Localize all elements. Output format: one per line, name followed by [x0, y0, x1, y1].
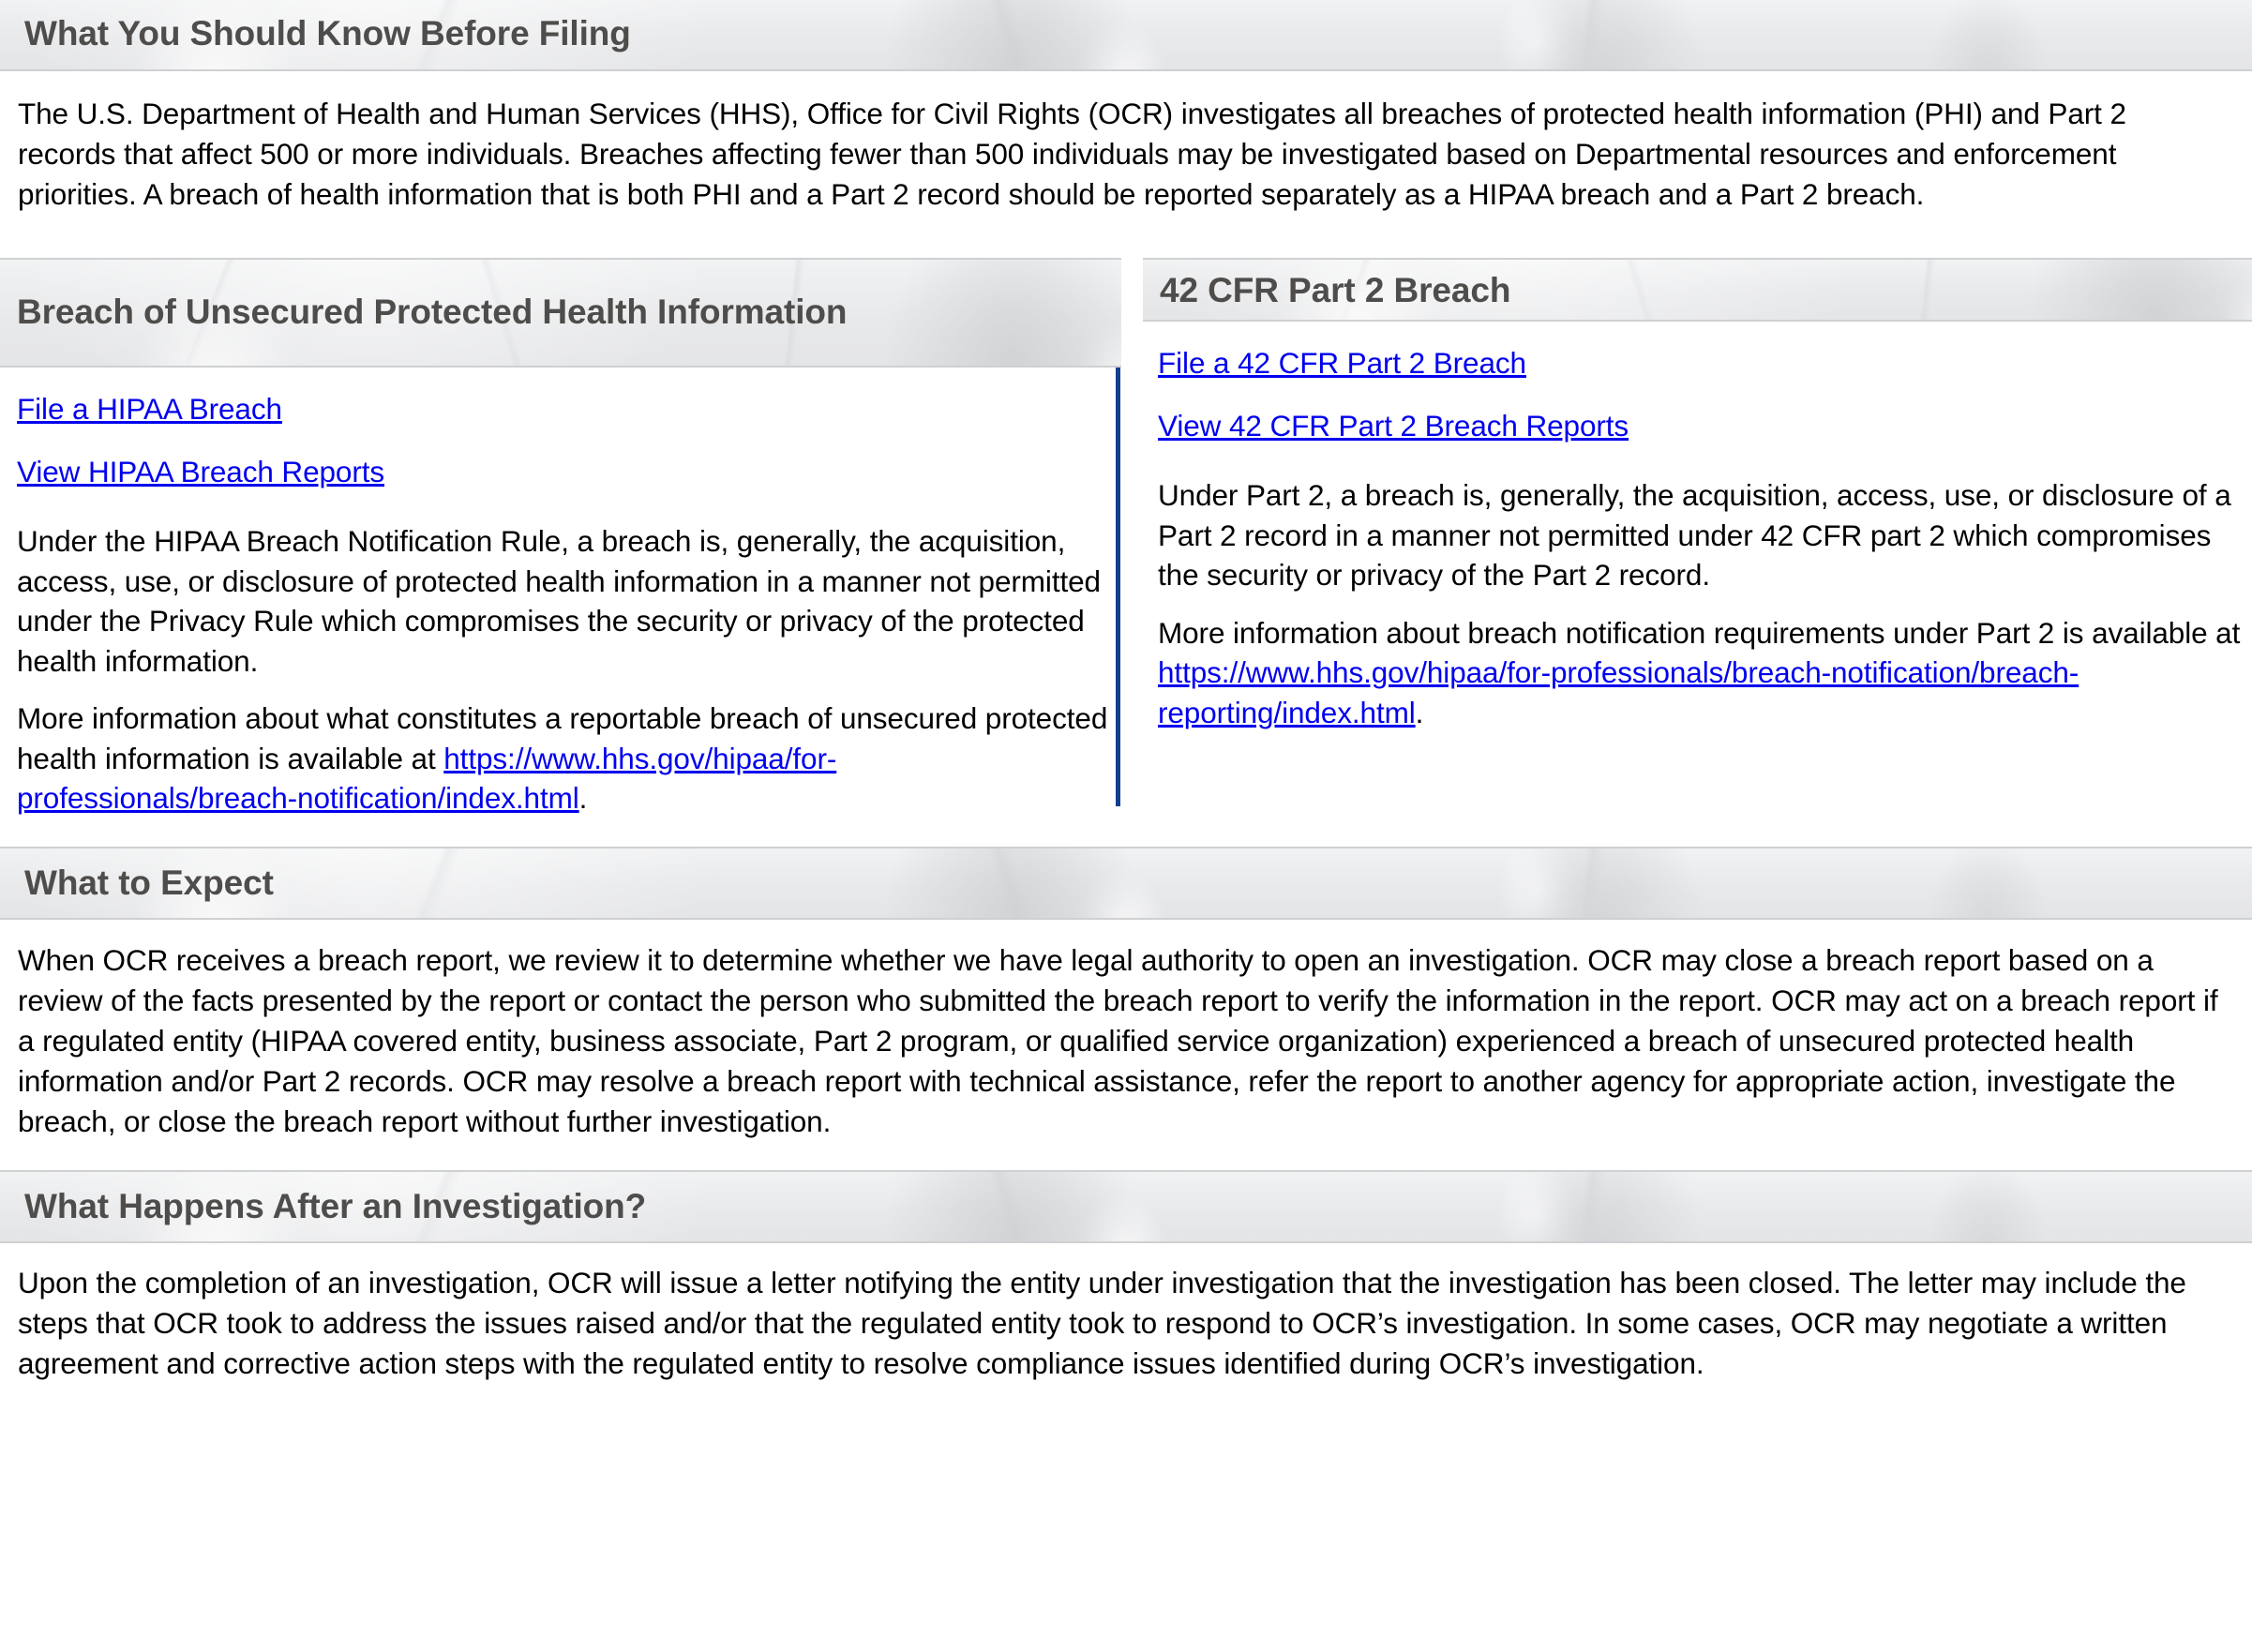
- section-header-part2-breach: [1143, 258, 2252, 322]
- link-file-a-hipaa-breach[interactable]: File a HIPAA Breach: [17, 392, 282, 426]
- section-title-know-before-filing: What You Should Know Before Filing: [24, 14, 631, 53]
- paragraph-part2-more-info-tail: .: [1415, 695, 1424, 729]
- link-file-a-42-cfr-part-2-breach[interactable]: File a 42 CFR Part 2 Breach: [1158, 346, 1526, 380]
- section-title-hipaa-breach: Breach of Unsecured Protected Health Information: [17, 292, 848, 331]
- link-view-hipaa-breach-reports[interactable]: View HIPAA Breach Reports: [17, 455, 385, 488]
- link-view-42-cfr-part-2-breach-reports[interactable]: View 42 CFR Part 2 Breach Reports: [1158, 409, 1629, 443]
- paragraph-after-investigation: Upon the completion of an investigation, OCR will issue a letter notifying the entity under investigation that the investigation has been closed. The letter may include the steps that OCR took to address the issues raised and/or that the regulated entity took to respond to OCR’s investigation. In some cases, OCR may negotiate a written agreement and corrective action steps with the regulated entity to resolve compliance issues identified during OCR’s investigation.: [18, 1265, 2186, 1380]
- paragraph-part2-more-info: [1139, 595, 2252, 733]
- column-body-part2: [1139, 322, 2252, 732]
- section-header-hipaa-breach: [0, 258, 1121, 368]
- paragraph-hipaa-more-info: [0, 681, 1121, 818]
- column-body-hipaa: [0, 368, 1121, 818]
- two-column-region: [0, 258, 2252, 818]
- paragraph-know-before-filing: The U.S. Department of Health and Human Services (HHS), Office for Civil Rights (OCR) investigates all breaches of protected health information (PHI) and Part 2 records that affect 500 or more individuals. Breaches affecting fewer than 500 individuals may be investigated based on Departmental resources and enforcement priorities. A breach of health information that is both PHI and a Part 2 record should be reported separately as a HIPAA breach and a Part 2 breach.: [18, 97, 2126, 211]
- paragraph-hipaa-more-info-lead: More information about what constitutes a reportable breach of unsecured protected health information is available at: [17, 701, 1108, 775]
- section-header-after-investigation: [0, 1170, 2252, 1243]
- section-title-part2-breach: 42 CFR Part 2 Breach: [1160, 270, 1511, 309]
- paragraph-hipaa-more-info-tail: .: [578, 781, 588, 815]
- section-header-what-to-expect: [0, 847, 2252, 920]
- section-header-know-before-filing: [0, 0, 2252, 71]
- paragraph-part2-more-info-lead: More information about breach notification requirements under Part 2 is available at: [1158, 615, 2241, 650]
- paragraph-what-to-expect: When OCR receives a breach report, we review it to determine whether we have legal authority to open an investigation. OCR may close a breach report based on a review of the facts presented by the report or contact the person who submitted the breach report to verify the information in the report. OCR may act on a breach report if a regulated entity (HIPAA covered entity, business associate, Part 2 program, or qualified service organization) experienced a breach of unsecured protected health information and/or Part 2 records. OCR may resolve a breach report with technical assistance, refer the report to another agency for appropriate action, investigate the breach, or close the breach report without further investigation.: [18, 942, 2218, 1138]
- column-part2-breach: [1121, 258, 2252, 818]
- column-hipaa-breach: [0, 258, 1121, 818]
- section-title-what-to-expect: What to Expect: [24, 864, 274, 902]
- link-hipaa-breach-notification-url[interactable]: https://www.hhs.gov/hipaa/for-professionals/breach-notification/index.html: [17, 741, 837, 815]
- section-title-after-investigation: What Happens After an Investigation?: [24, 1187, 647, 1225]
- link-part2-breach-reporting-url[interactable]: https://www.hhs.gov/hipaa/for-professionals/breach-notification/breach-reporting/index.html: [1158, 655, 2079, 729]
- paragraph-hipaa-definition: Under the HIPAA Breach Notification Rule, a breach is, generally, the acquisition, access, use, or disclosure of protected health information in a manner not permitted under the Privacy Rule which compromises the security or privacy of the protected health information.: [17, 524, 1101, 678]
- paragraph-part2-definition: Under Part 2, a breach is, generally, the acquisition, access, use, or disclosure of a Part 2 record in a manner not permitted under 42 CFR part 2 which compromises the security or privacy of the Part 2 record.: [1158, 478, 2231, 592]
